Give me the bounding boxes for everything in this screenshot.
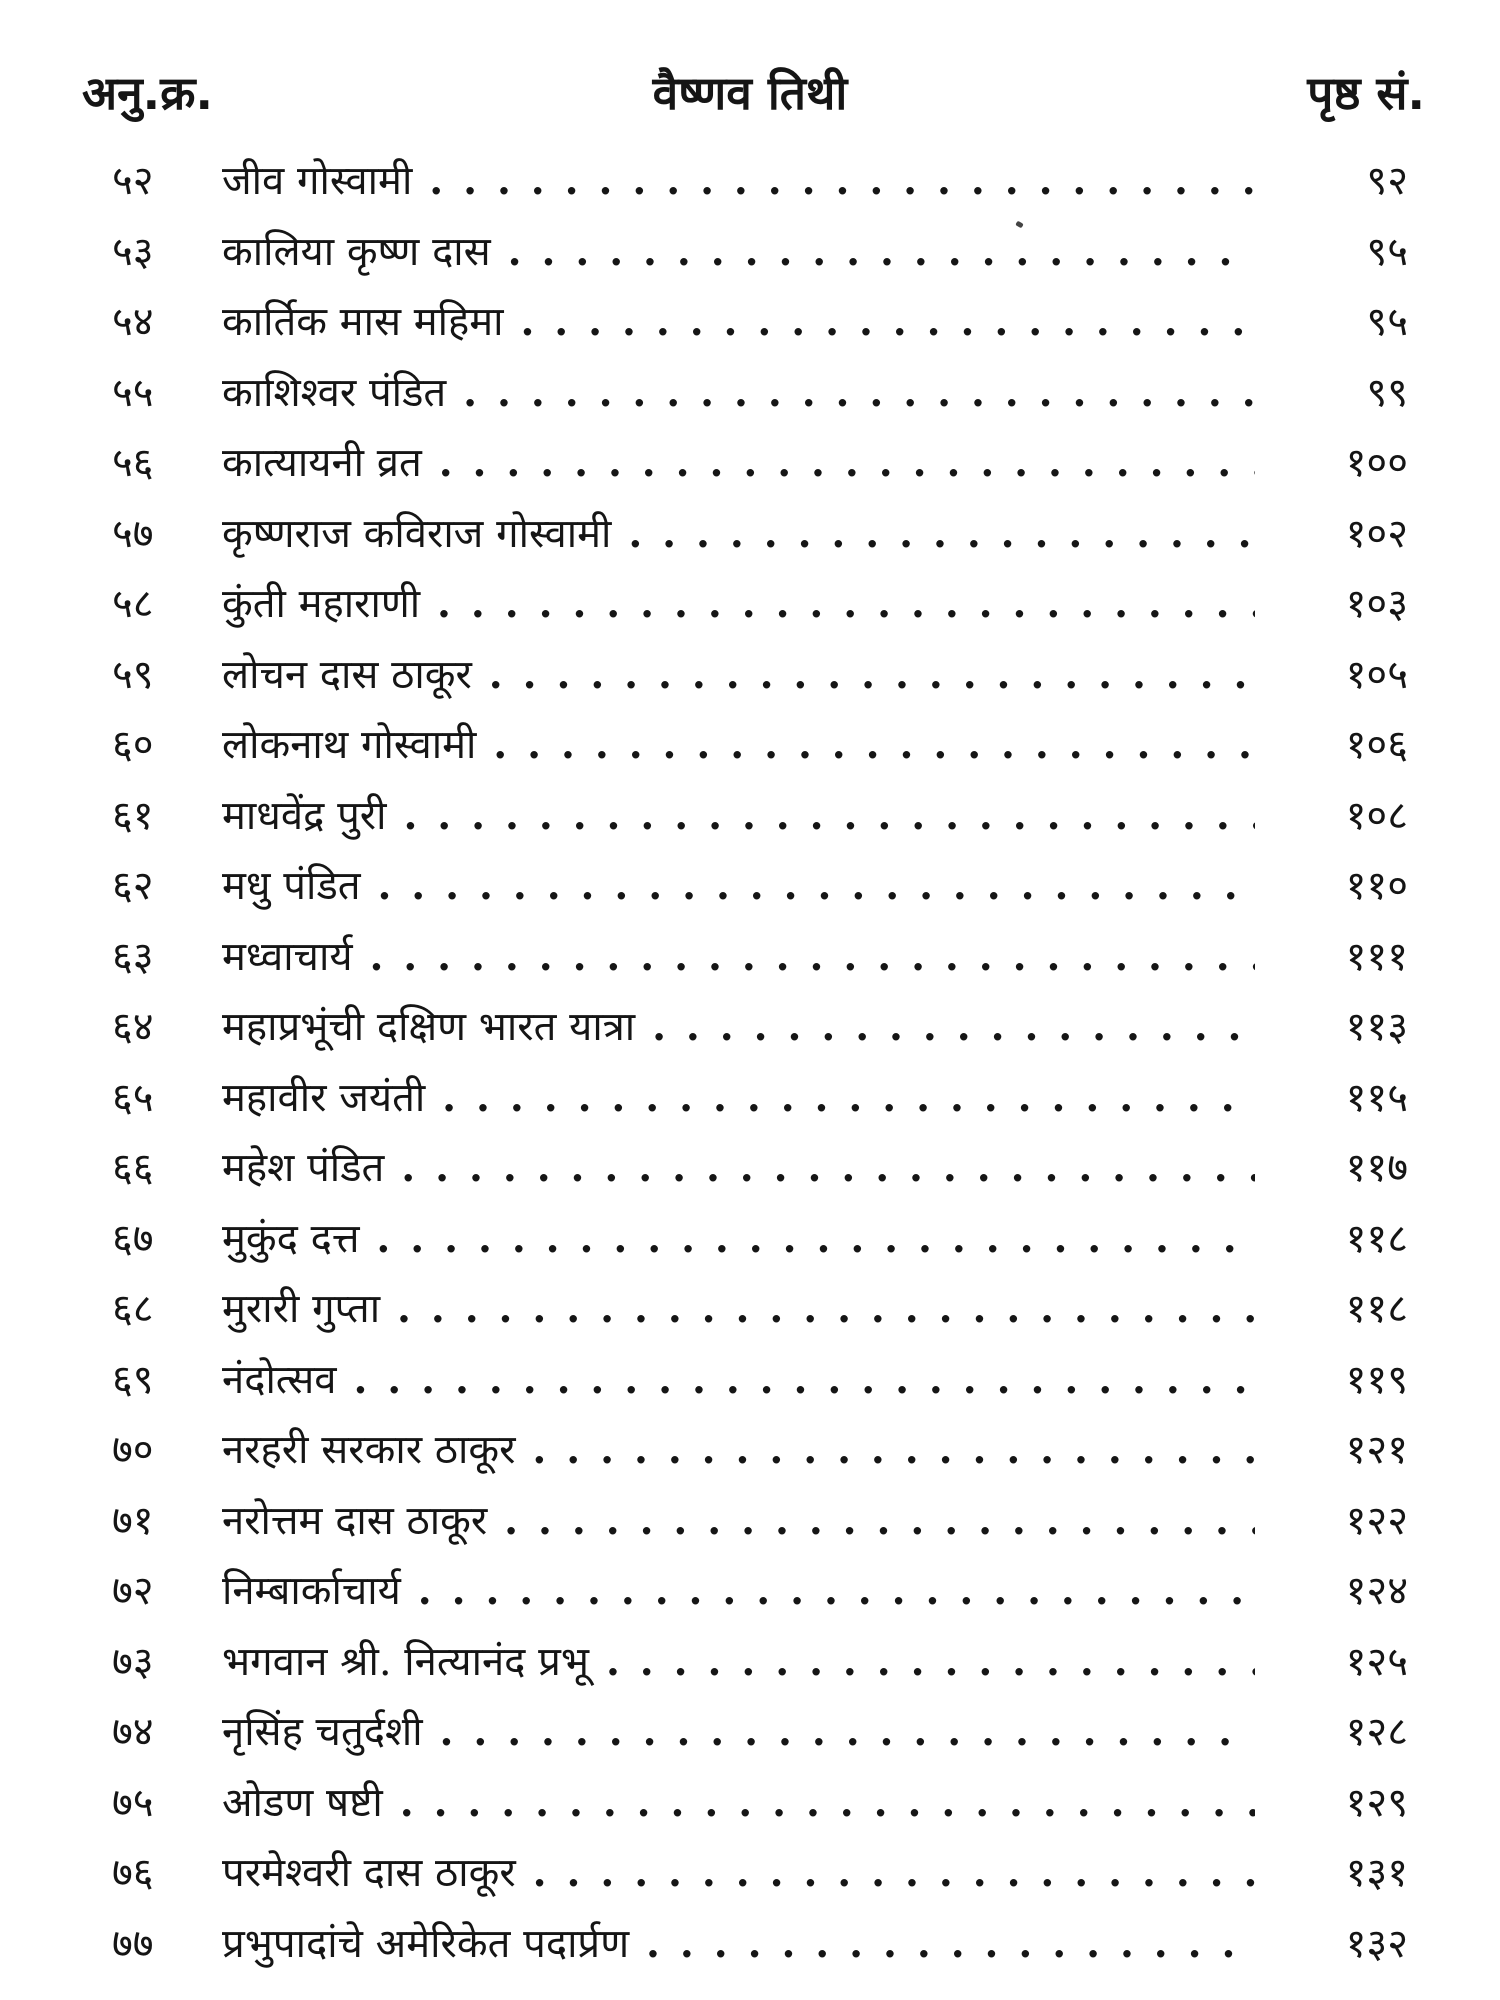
entry-page: १०५ [1345, 651, 1408, 698]
entry-title: कुंती महाराणी . . . [222, 569, 1255, 639]
entry-title: नंदोत्सव . . . [222, 1345, 1255, 1415]
entry-number: ७० [112, 1427, 154, 1473]
toc-entry[interactable] [0, 710, 1500, 781]
toc-entry[interactable] [0, 358, 1500, 429]
entry-title: माधवेंद्र पुरी . . . [222, 781, 1255, 851]
toc-entry[interactable] [0, 499, 1500, 570]
entry-number: ६२ [112, 863, 154, 909]
entry-number: ६० [112, 722, 154, 768]
entry-number: ५४ [112, 299, 154, 345]
entry-title: काशिश्वर पंडित . . . [222, 358, 1255, 428]
entry-page: १०६ [1345, 722, 1408, 768]
toc-entry[interactable] [0, 428, 1500, 499]
entry-title: मुकुंद दत्त . . . [222, 1204, 1255, 1274]
entry-title: महाप्रभूंची दक्षिण भारत यात्रा . . . [222, 992, 1255, 1062]
entry-title: प्रभुपादांचे अमेरिकेत पदार्प्रण . . . [222, 1909, 1255, 1979]
entry-page: १०० [1345, 440, 1408, 486]
entry-title: कार्तिक मास महिमा . . . [222, 287, 1255, 357]
entry-title: ओडण षष्टी . . . [222, 1768, 1255, 1838]
entry-page: १२९ [1345, 1779, 1408, 1826]
entry-number: ५३ [112, 228, 154, 275]
entry-page: १२५ [1345, 1638, 1408, 1685]
entry-number: ६६ [112, 1145, 154, 1191]
entry-title: नृसिंह चतुर्दशी . . . [222, 1697, 1255, 1767]
entry-page: ११८ [1345, 1286, 1408, 1332]
entry-number: ७६ [112, 1850, 154, 1896]
toc-entry[interactable] [0, 851, 1500, 922]
entry-title: परमेश्वरी दास ठाकूर . . . [222, 1838, 1255, 1908]
entry-number: ६८ [112, 1286, 154, 1332]
entry-title: नरहरी सरकार ठाकूर . . . [222, 1415, 1255, 1485]
entry-page: १०२ [1345, 510, 1408, 557]
entry-title: निम्बार्काचार्य . . . [222, 1556, 1255, 1626]
entry-page: १३१ [1345, 1850, 1408, 1896]
entry-page: ९९ [1366, 369, 1408, 416]
entry-number: ७१ [112, 1497, 154, 1544]
entry-number: ७२ [112, 1568, 154, 1614]
entry-title: कात्यायनी व्रत . . . [222, 428, 1255, 498]
entry-number: ५२ [112, 158, 154, 204]
entry-title: मधु पंडित . . . [222, 851, 1255, 921]
toc-entry[interactable] [0, 1486, 1500, 1557]
entry-page: १२४ [1345, 1568, 1408, 1614]
entry-page: १०३ [1345, 581, 1408, 627]
entry-page: ११९ [1345, 1356, 1408, 1403]
entry-number: ७५ [112, 1779, 154, 1826]
entry-page: १२२ [1345, 1497, 1408, 1544]
toc-entry[interactable] [0, 1838, 1500, 1909]
toc-list [0, 146, 1500, 1979]
toc-entry[interactable] [0, 1204, 1500, 1275]
entry-title: नरोत्तम दास ठाकूर . . . [222, 1486, 1255, 1556]
entry-number: ५६ [112, 440, 154, 486]
entry-page: ९५ [1366, 299, 1408, 345]
entry-title: लोचन दास ठाकूर . . . [222, 640, 1255, 710]
entry-page: ११० [1345, 863, 1408, 909]
serial-number-heading: अनु.क्र. [82, 66, 213, 120]
entry-number: ५७ [112, 510, 154, 557]
entry-page: ११७ [1345, 1145, 1408, 1191]
entry-page: १०८ [1345, 792, 1408, 839]
entry-title: मध्वाचार्य . . . [222, 922, 1255, 992]
entry-number: ५५ [112, 369, 154, 416]
toc-entry[interactable] [0, 781, 1500, 852]
entry-title: कृष्णराज कविराज गोस्वामी . . . [222, 499, 1255, 569]
entry-page: ११३ [1345, 1004, 1408, 1050]
entry-number: ६५ [112, 1074, 154, 1121]
entry-number: ६१ [112, 792, 154, 839]
entry-title: महेश पंडित . . . [222, 1133, 1255, 1203]
toc-entry[interactable] [0, 1133, 1500, 1204]
entry-number: ६३ [112, 933, 154, 980]
entry-title: मुरारी गुप्ता . . . [222, 1274, 1255, 1344]
page-number-heading: पृष्ठ सं. [1307, 66, 1425, 120]
toc-entry[interactable] [0, 640, 1500, 711]
entry-number: ७३ [112, 1638, 154, 1685]
toc-entry[interactable] [0, 1768, 1500, 1839]
page-title: वैष्णव तिथी [652, 66, 848, 120]
entry-page: ११५ [1345, 1074, 1408, 1121]
toc-entry[interactable] [0, 1274, 1500, 1345]
toc-entry[interactable] [0, 569, 1500, 640]
toc-entry[interactable] [0, 1345, 1500, 1416]
toc-entry[interactable] [0, 922, 1500, 993]
entry-title: महावीर जयंती . . . [222, 1063, 1255, 1133]
entry-page: ९५ [1366, 228, 1408, 275]
entry-number: ६४ [112, 1004, 154, 1050]
entry-title: लोकनाथ गोस्वामी . . . [222, 710, 1255, 780]
entry-number: ५९ [112, 651, 154, 698]
entry-page: १२१ [1345, 1427, 1408, 1473]
entry-page: ९२ [1366, 158, 1408, 204]
toc-entry[interactable] [0, 287, 1500, 358]
entry-number: ७४ [112, 1709, 154, 1755]
entry-title: कालिया कृष्ण दास . . . [222, 217, 1255, 287]
toc-entry[interactable] [0, 1063, 1500, 1134]
entry-number: ६९ [112, 1356, 154, 1403]
entry-number: ५८ [112, 581, 154, 627]
toc-entry[interactable] [0, 1556, 1500, 1627]
toc-entry[interactable] [0, 1909, 1500, 1980]
toc-entry[interactable] [0, 1627, 1500, 1698]
toc-header [0, 58, 1500, 128]
toc-entry[interactable] [0, 1697, 1500, 1768]
entry-number: ६७ [112, 1215, 154, 1262]
entry-page: १११ [1345, 933, 1408, 980]
toc-entry[interactable] [0, 1415, 1500, 1486]
entry-title: जीव गोस्वामी . . . [222, 146, 1255, 216]
toc-entry[interactable] [0, 217, 1500, 288]
entry-page: ११८ [1345, 1215, 1408, 1262]
entry-title: भगवान श्री. नित्यानंद प्रभू . . . [222, 1627, 1255, 1697]
toc-entry[interactable] [0, 146, 1500, 217]
entry-page: १३२ [1345, 1920, 1408, 1967]
entry-number: ७७ [112, 1920, 154, 1967]
entry-page: १२८ [1345, 1709, 1408, 1755]
toc-entry[interactable] [0, 992, 1500, 1063]
